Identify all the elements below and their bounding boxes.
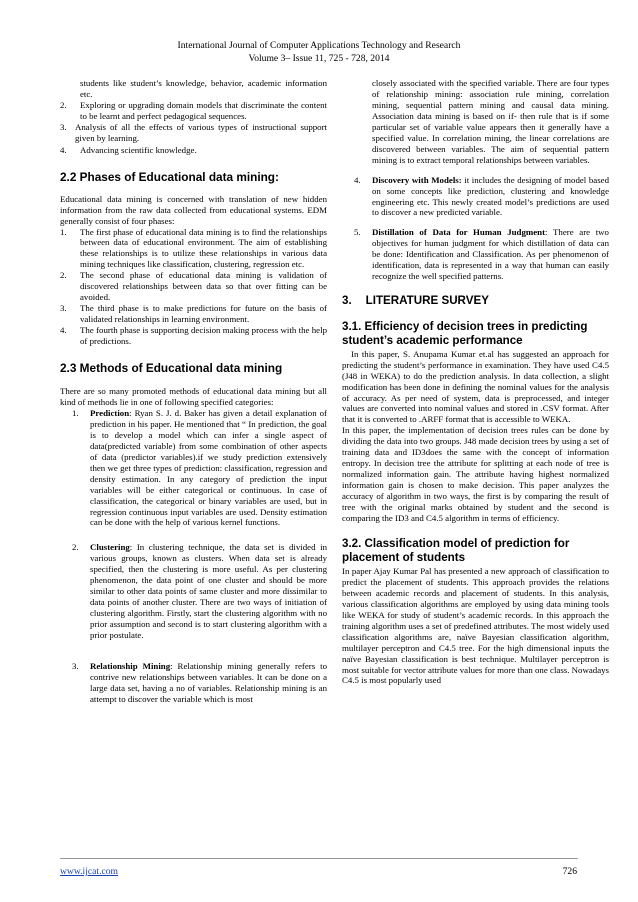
relationship-mining-continued: closely associated with the specified variable. There are four types of relationship mining: association rule mining, correlation mining, sequential pattern mining and causal data mining. Association data mining is based on if- then rule that is if some particular set of variable value appears then it generally have a specified value. In correlation mining, the linear correlations are discovered between variables. The aim of sequential pattern mining is to extract temporal relationships between variables. [372, 78, 609, 165]
method-item-clustering: 2. Clustering: In clustering technique, the data set is divided in various groups, known as clusters. When data set is already specified, then the clustering is more useful. As per clustering phenomenon, the data point of one cluster and should be more similar to other data points of same cluster and more dissimilar to data points of another cluster. There are two ways of initiation of clustering algorithm. Firstly, start the clustering algorithm with no prior assumption and second is to start clustering algorithm with a prior postulate. [72, 542, 327, 641]
phase-item: 4. The fourth phase is supporting decision making process with the help of predictions. [60, 325, 327, 347]
journal-website-link[interactable]: www.ijcat.com [60, 866, 118, 877]
intro-item: 2. Exploring or upgrading domain models that discriminate the content to be learnt and perfect pedagogical sequences. [60, 99, 327, 121]
section-3-1-heading: 3.1. Efficiency of decision trees in predicting student’s academic performance [342, 319, 588, 348]
phase-item: 3. The third phase is to make predictions for future on the basis of validated relationships in learning environment. [60, 303, 327, 325]
section-3-2-paragraph: In paper Ajay Kumar Pal has presented a new approach of classification to predict the placement of students. This approach provides the relations between academic records and placement of students. In this analysis, various classification algorithms are employed by using data mining tools like WEKA for study of student’s academic records. In this approach the training algorithm uses a set of predefined attributes. The most widely used classification algorithms are, naïve Bayesian classification algorithm, multilayer perceptron and C4.5 tree. For the high dimensional inputs the naïve Bayesian classification is best technique. Multilayer perceptron is most suitable for vector attribute values for more than one class. Nowadays C4.5 is most popularly used [342, 565, 609, 686]
section-3-1-paragraph-2: In this paper, the implementation of decision trees rules can be done by dividing the data into two groups. J48 made decision trees by using a set of training data and ID3does the same with the concept of information entropy. In decision tree the attribute for splitting at each node of tree is normalized information gain. The attribute having highest normalized information gain is chosen to make decision. This paper analyzes the accuracy of algorithm in two ways, the first is by comparing the result of tree with the original marks obtained by student and the second is comparing the ID3 and C4.5 algorithm in terms of efficiency. [342, 425, 609, 523]
page-number: 726 [562, 866, 577, 877]
section-3-1-paragraph-1: In this paper, S. Anupama Kumar et.al has suggested an approach for predicting the student’s performance in examination. They have used C4.5 (J48 in WEKA) to do the prediction analysis. In data collection, a slight modification has been done in defining the nominal values for the analysis of accuracy. As per need of system, data is preprocessed, and integer values are converted into nominal values and stored in .CSV format. After that it is converted to .ARFF format that is accessible to WEKA. [342, 348, 609, 425]
phase-item: 2. The second phase of educational data mining is validation of discovered relationships between data so that over fitting can be avoided. [60, 270, 327, 303]
continued-list-item: students like student’s knowledge, behavior, academic information etc. [80, 78, 327, 99]
section-3-heading: 3. LITERATURE SURVEY [342, 294, 489, 308]
phase-item: 1. The first phase of educational data mining is to find the relationships between data of educational environment. The aim of establishing these relationships is to utilize these relationships in various data mining techniques like classification, clustering, regression etc. [60, 226, 327, 270]
section-2-2-heading: 2.2 Phases of Educational data mining: [60, 169, 279, 184]
term-prediction: Prediction [90, 407, 130, 418]
journal-name: International Journal of Computer Applications Technology and Research [177, 40, 461, 51]
footer-rule [60, 858, 578, 859]
volume-info: Volume 3– Issue 11, 725 - 728, 2014 [248, 52, 390, 64]
intro-item: 3. Analysis of all the effects of various types of instructional support given by learning. [60, 121, 327, 143]
method-item-prediction: 1. Prediction: Ryan S. J. d. Baker has given a detail explanation of prediction in his paper. He mentioned that “ In prediction, the goal is to develop a model which can infer a single aspect of data(predicted variable) from some combination of other aspects of data (predictor variables).if we study prediction extensively then we get three types of prediction: classification, regression and density estimation. In any category of prediction the input variables will be either categorical or continuous. In case of classification, the categorical or binary variables are used, but in regression continuous input variables are used. Density estimation can be done with the help of various kernel functions. [72, 407, 327, 528]
left-column [60, 78, 327, 705]
method-item-discovery-with-models: 4. Discovery with Models: it includes the designing of model based on some concepts like prediction, clustering and knowledge engineering etc. This newly created model’s predictions are used to discover a new predicted variable. [354, 174, 609, 218]
section-2-2-paragraph: Educational data mining is concerned with translation of new hidden information from the raw data collected from educational systems. EDM generally consist of four phases: [60, 193, 327, 226]
right-column [342, 78, 609, 686]
term-clustering: Clustering [90, 542, 130, 553]
term-relationship-mining: Relationship Mining [90, 660, 171, 671]
section-2-3-heading: 2.3 Methods of Educational data mining [60, 361, 283, 376]
method-item-relationship-mining: 3. Relationship Mining: Relationship mining generally refers to contrive new relationships between variables. It can be done on a large data set, having a no of variables. Relationship mining is an attempt to discover the variable which is most [72, 660, 327, 704]
section-2-3-paragraph: There are so many promoted methods of educational data mining but all kind of methods lie in one of following specified categories: [60, 386, 327, 407]
running-header [0, 40, 638, 65]
method-item-distillation: 5. Distillation of Data for Human Judgment: There are two objectives for human judgment for which distillation of data can be done: Identification and Classification. As per phenomenon of identification, data is represented in a way that human can easily recognize the well specified patterns. [354, 227, 609, 282]
term-distillation: Distillation of Data for Human Judgment [372, 227, 546, 238]
intro-item: 4. Advancing scientific knowledge. [60, 144, 197, 155]
term-discovery-with-models: Discovery with Models: [372, 174, 462, 185]
section-3-2-heading: 3.2. Classification model of prediction for placement of students [342, 536, 570, 565]
